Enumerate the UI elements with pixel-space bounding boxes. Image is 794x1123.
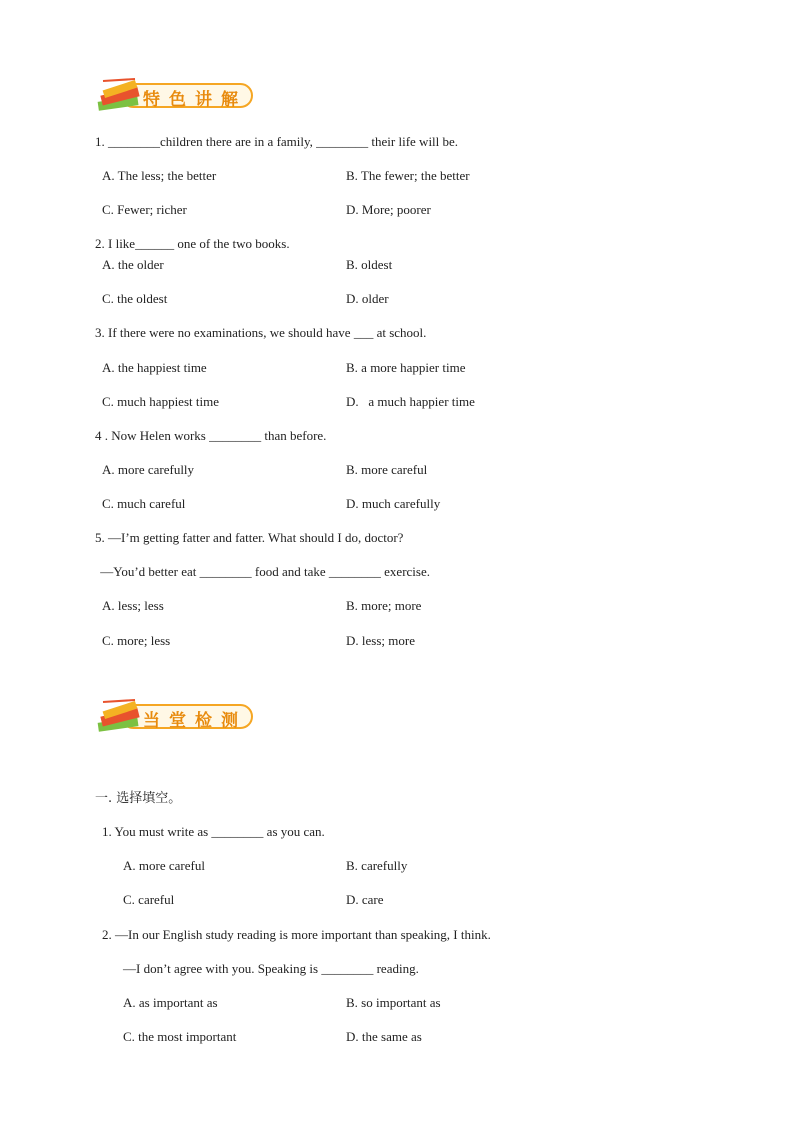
option-d: D. less; more — [346, 633, 415, 648]
option-c: C. the most important — [123, 1029, 237, 1044]
option-d: D. a much happier time — [346, 394, 475, 409]
option-b: B. oldest — [346, 257, 393, 272]
option-d: D. More; poorer — [346, 202, 431, 217]
option-a: A. The less; the better — [102, 168, 217, 183]
option-c: C. much happiest time — [102, 394, 219, 409]
question-stem: 2. —In our English study reading is more important than speaking, I think. — [102, 927, 491, 942]
option-b: B. more careful — [346, 462, 428, 477]
question-stem: 5. —I’m getting fatter and fatter. What should I do, doctor? — [95, 530, 404, 545]
banner-title: 当堂检测 — [143, 711, 247, 731]
question-stem-reply: —I don’t agree with you. Speaking is ________ reading. — [123, 961, 419, 976]
option-c: C. the oldest — [102, 291, 168, 306]
option-a: A. the older — [102, 257, 164, 272]
option-c: C. careful — [123, 892, 175, 907]
option-b: B. a more happier time — [346, 360, 466, 375]
option-b: B. The fewer; the better — [346, 168, 470, 183]
option-c: C. Fewer; richer — [102, 202, 187, 217]
option-a: A. more careful — [123, 858, 205, 873]
option-a: A. the happiest time — [102, 360, 207, 375]
option-c: C. more; less — [102, 633, 171, 648]
question-stem: 1. You must write as ________ as you can. — [102, 824, 325, 839]
question-stem: 1. ________children there are in a family, ________ their life will be. — [95, 134, 459, 149]
section-heading: 一. 选择填空。 — [95, 791, 182, 806]
question-stem: 4 . Now Helen works ________ than before. — [95, 428, 327, 443]
option-a: A. less; less — [102, 598, 164, 613]
option-b: B. more; more — [346, 598, 422, 613]
option-d: D. care — [346, 892, 384, 907]
question-stem: 2. I like______ one of the two books. — [95, 236, 290, 251]
option-d: D. the same as — [346, 1029, 422, 1044]
question-stem: 3. If there were no examinations, we should have ___ at school. — [95, 325, 427, 340]
option-a: A. as important as — [123, 995, 218, 1010]
option-b: B. carefully — [346, 858, 408, 873]
option-c: C. much careful — [102, 496, 186, 511]
option-d: D. older — [346, 291, 389, 306]
option-b: B. so important as — [346, 995, 441, 1010]
option-a: A. more carefully — [102, 462, 195, 477]
section-banner-featured — [95, 77, 260, 117]
section-banner-practice — [95, 698, 260, 738]
option-d: D. much carefully — [346, 496, 441, 511]
question-stem-reply: —You’d better eat ________ food and take ________ exercise. — [97, 564, 430, 579]
banner-title: 特色讲解 — [143, 90, 247, 110]
